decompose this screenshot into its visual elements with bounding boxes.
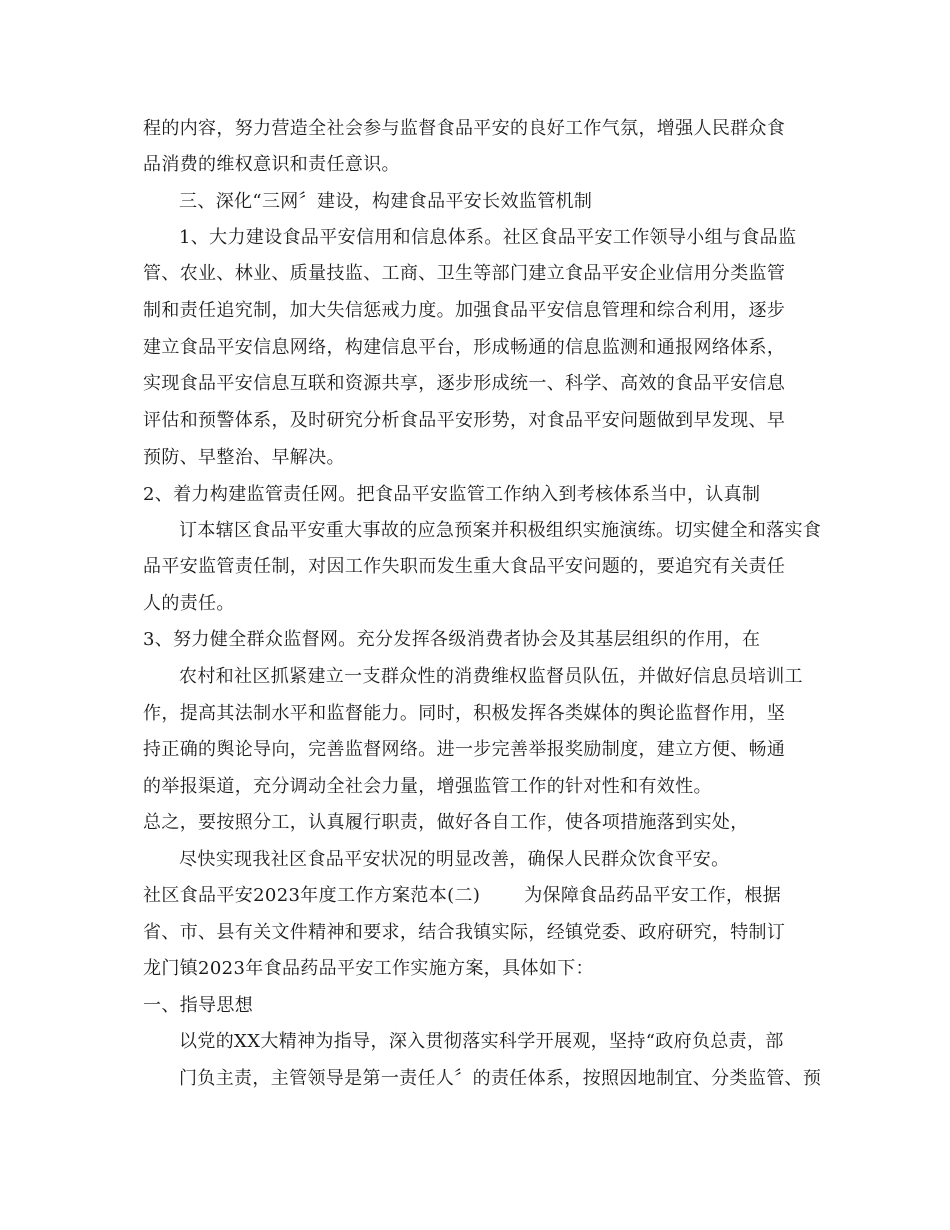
text-line: 建立食品平安信息网络，构建信息平台，形成畅通的信息监测和通报网络体系，: [143, 337, 786, 358]
heading-line: [143, 884, 781, 908]
text-line: 总之，要按照分工，认真履行职责，做好各自工作，使各项措施落到实处，: [143, 812, 749, 833]
section-heading: 三、深化“三网〞建设，构建食品平安长效监管机制: [179, 191, 593, 212]
text-line: 程的内容，努力营造全社会参与监督食品平安的良好工作气氛，增强人民群众食: [143, 118, 786, 139]
text-line: 管、农业、林业、质量技监、工商、卫生等部门建立食品平安企业信用分类监管: [143, 263, 786, 284]
text-line: 的举报渠道，充分调动全社会力量，增强监管工作的针对性和有效性。: [143, 776, 712, 797]
text-line: 品平安监管责任制，对因工作失职而发生重大食品平安问题的，要追究有关责任: [143, 556, 786, 577]
text-line: 尽快实现我社区食品平安状况的明显改善，确保人民群众饮食平安。: [179, 849, 730, 870]
text-line: 预防、早整治、早解决。: [143, 447, 345, 468]
text-line: 龙门镇2023年食品药品平安工作实施方案，具体如下：: [143, 958, 594, 979]
text-line: 实现食品平安信息互联和资源共享，逐步形成统一、科学、高效的食品平安信息: [143, 373, 786, 394]
document-subtitle: 社区食品平安2023年度工作方案范本(二): [143, 885, 481, 906]
text-line: 作，提高其法制水平和监督能力。同时，积极发挥各类媒体的舆论监督作用，坚: [143, 703, 786, 724]
text-line: 2、着力构建监管责任网。把食品平安监管工作纳入到考核体系当中，认真制: [143, 484, 761, 505]
text-line: 省、市、县有关文件精神和要求，结合我镇实际，经镇党委、政府研究，特制订: [143, 922, 786, 943]
text-line: 为保障食品药品平安工作，根据: [524, 885, 782, 906]
text-line: 门负主责，主管领导是第一责任人〞的责任体系，按照因地制宜、分类监管、预: [179, 1068, 822, 1089]
text-line: 品消费的维权意识和责任意识。: [143, 154, 400, 175]
text-line: 制和责任追究制，加大失信惩戒力度。加强食品平安信息管理和综合利用，逐步: [143, 300, 786, 321]
text-line: 3、努力健全群众监督网。充分发挥各级消费者协会及其基层组织的作用，在: [143, 629, 761, 650]
text-line: 持正确的舆论导向，完善监督网络。进一步完善举报奖励制度，建立方便、畅通: [143, 739, 786, 760]
text-line: 农村和社区抓紧建立一支群众性的消费维权监督员队伍，并做好信息员培训工: [179, 666, 803, 687]
text-line: 以党的XX大精神为指导，深入贯彻落实科学开展观，坚持“政府负总责，部: [179, 1031, 784, 1052]
text-line: 1、大力建设食品平安信用和信息体系。社区食品平安工作领导小组与食品监: [179, 227, 797, 248]
text-line: 订本辖区食品平安重大事故的应急预案并积极组织实施演练。切实健全和落实食: [179, 520, 822, 541]
text-line: 人的责任。: [143, 593, 235, 614]
text-line: 评估和预警体系，及时研究分析食品平安形势，对食品平安问题做到早发现、早: [143, 410, 786, 431]
section-heading: 一、指导思想: [143, 995, 254, 1016]
